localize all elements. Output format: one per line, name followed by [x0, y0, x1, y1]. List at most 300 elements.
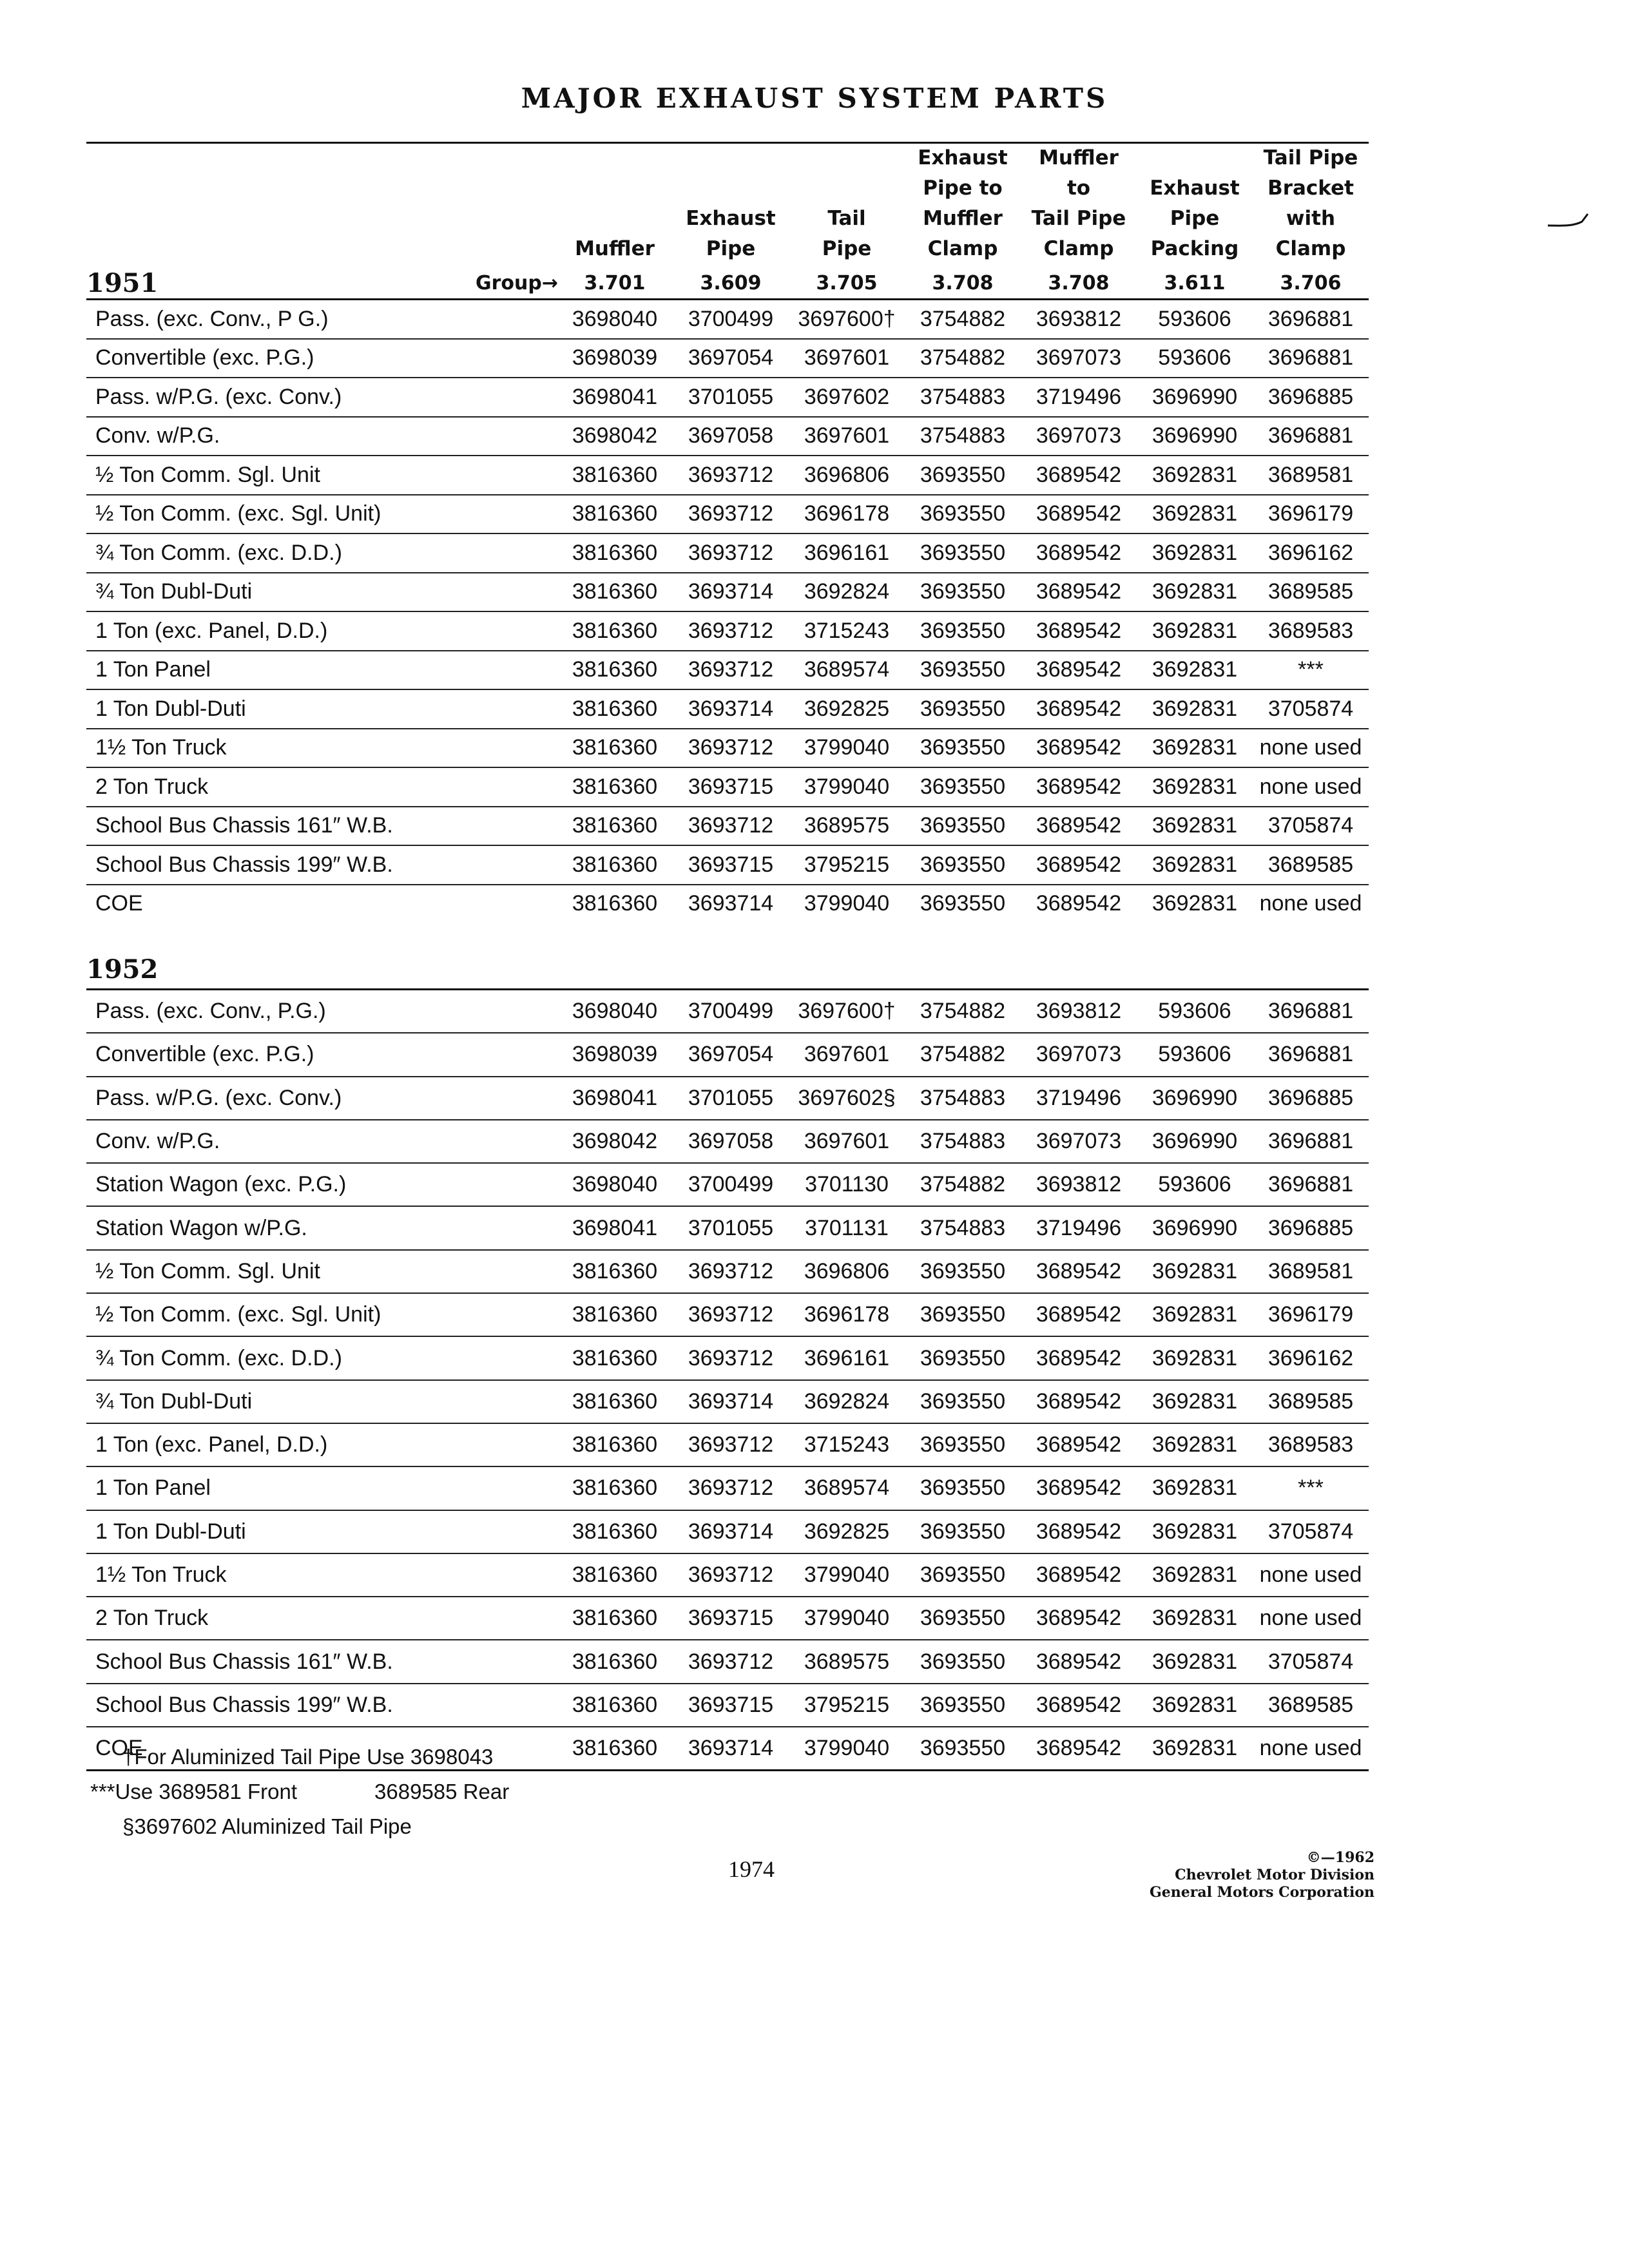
part-number: 3693712: [673, 1423, 789, 1466]
part-number: 3693550: [905, 767, 1021, 807]
part-number: 3799040: [789, 729, 905, 768]
part-number: 3705874: [1253, 1510, 1369, 1553]
part-number: none used: [1253, 1597, 1369, 1640]
part-number: 3816360: [572, 891, 658, 916]
part-number: 3689583: [1253, 1423, 1369, 1466]
table-row: [86, 807, 1369, 846]
table-row: [86, 1336, 1369, 1379]
part-number: 3698039: [557, 1033, 673, 1076]
table-row: [86, 456, 1369, 495]
table-row: [86, 378, 1369, 417]
part-number: 3693550: [905, 845, 1021, 885]
row-description: 1 Ton (exc. Panel, D.D.): [86, 1423, 557, 1466]
part-number: 3697054: [673, 1033, 789, 1076]
part-number: 3701055: [673, 378, 789, 417]
row-description: 1 Ton Dubl-Duti: [86, 689, 557, 729]
part-number: 3693712: [673, 1553, 789, 1597]
part-number: 593606: [1137, 990, 1253, 1033]
column-header-line: Pipe: [822, 237, 872, 260]
row-description: School Bus Chassis 161″ W.B.: [86, 807, 557, 846]
part-number: 3689542: [1036, 891, 1122, 916]
row-description: Pass. w/P.G. (exc. Conv.): [86, 378, 557, 417]
part-number: 3692825: [789, 1510, 905, 1553]
part-number: 3689542: [1021, 1553, 1137, 1597]
part-number: 3693712: [673, 1250, 789, 1293]
part-number: 3689585: [1253, 1380, 1369, 1423]
column-header-line: Tail Pipe: [1031, 207, 1126, 230]
part-number: 3816360: [557, 456, 673, 495]
row-description: COE: [86, 1727, 557, 1771]
part-number: 3696881: [1253, 339, 1369, 378]
part-number: 3693550: [905, 456, 1021, 495]
footnote-stars-front: ***Use 3689581 Front: [90, 1780, 298, 1803]
part-number: 3816360: [557, 729, 673, 768]
part-number: 3689542: [1021, 1640, 1137, 1683]
part-number: 3692831: [1137, 1293, 1253, 1336]
part-number: 3698040: [557, 1163, 673, 1206]
part-number: 3697601: [789, 1033, 905, 1076]
part-number: 3693550: [905, 1553, 1021, 1597]
part-number: 3705874: [1253, 1640, 1369, 1683]
copyright-year: ©—1962: [1306, 1849, 1374, 1866]
part-number: 3697073: [1021, 1033, 1137, 1076]
column-header-line: with: [1286, 207, 1336, 230]
year-row-spacer: [1137, 923, 1253, 990]
part-number: 3696179: [1253, 495, 1369, 534]
table-row: [86, 573, 1369, 612]
part-number: 3692824: [789, 573, 905, 612]
part-number: 3689542: [1021, 456, 1137, 495]
table-row: [86, 1077, 1369, 1120]
margin-mark: [1547, 211, 1592, 231]
part-number: 3692831: [1137, 689, 1253, 729]
year-row-spacer: [1021, 923, 1137, 990]
table-row: [86, 1684, 1369, 1727]
part-number: 3697602: [789, 378, 905, 417]
part-number: 3689583: [1253, 611, 1369, 651]
part-number: 3754882: [905, 990, 1021, 1033]
part-number: 3692831: [1137, 1727, 1253, 1771]
part-number: 3689542: [1021, 1380, 1137, 1423]
part-number: 3693550: [905, 689, 1021, 729]
part-number: 3697073: [1021, 1120, 1137, 1163]
part-number: 3705874: [1253, 807, 1369, 846]
part-number: 3693550: [905, 1336, 1021, 1379]
column-header: [905, 143, 1021, 268]
column-header-line: Packing: [1150, 237, 1239, 260]
row-description: 1½ Ton Truck: [86, 1553, 557, 1597]
row-description: Conv. w/P.G.: [86, 1120, 557, 1163]
part-number: 3701131: [789, 1206, 905, 1249]
table-row: [86, 1553, 1369, 1597]
part-number: 3696881: [1253, 1163, 1369, 1206]
group-number: 3.708: [905, 268, 1021, 300]
part-number: 3816360: [557, 845, 673, 885]
part-number: 3696806: [789, 1250, 905, 1293]
part-number: 3715243: [789, 611, 905, 651]
part-number: 3689542: [1021, 807, 1137, 846]
group-number: 3.611: [1137, 268, 1253, 300]
table-row: [86, 729, 1369, 768]
part-number: 3701055: [673, 1077, 789, 1120]
part-number: 3696881: [1253, 1120, 1369, 1163]
part-number: 3799040: [789, 1597, 905, 1640]
part-number: 3696885: [1253, 378, 1369, 417]
part-number: 3693712: [673, 611, 789, 651]
part-number: 3697601: [789, 339, 905, 378]
part-number: 3816360: [557, 1510, 673, 1553]
table-row: [86, 300, 1369, 339]
part-number: 3693714: [673, 689, 789, 729]
part-number: 3693812: [1021, 990, 1137, 1033]
group-number: 3.701: [557, 268, 673, 300]
part-number: 3693712: [673, 495, 789, 534]
row-description: 1½ Ton Truck: [86, 729, 557, 768]
part-number: 3698040: [557, 300, 673, 339]
part-number: 3693550: [905, 1423, 1021, 1466]
part-number: 3692831: [1137, 1597, 1253, 1640]
part-number: 3697601: [789, 417, 905, 456]
footnote-stars: [90, 1774, 509, 1809]
row-description: 1 Ton Panel: [86, 651, 557, 690]
part-number: 3693712: [673, 1336, 789, 1379]
year-row: [86, 923, 1369, 990]
column-header-line: Pipe: [706, 237, 756, 260]
part-number: 3816360: [557, 1336, 673, 1379]
part-number: 3692831: [1137, 1380, 1253, 1423]
table-row: [86, 495, 1369, 534]
part-number: 3816360: [557, 1727, 673, 1771]
table-row: [86, 417, 1369, 456]
part-number: 593606: [1137, 1163, 1253, 1206]
column-header-line: Muffler: [575, 237, 655, 260]
column-header-line: Muffler: [923, 207, 1003, 230]
part-number: 3697602§: [789, 1077, 905, 1120]
row-description: 1 Ton Dubl-Duti: [86, 1510, 557, 1553]
part-number: none used: [1253, 729, 1369, 768]
part-number: 3754883: [905, 1077, 1021, 1120]
column-header-line: Clamp: [927, 237, 998, 260]
part-number: 3692831: [1137, 533, 1253, 573]
part-number: 3689574: [789, 1466, 905, 1510]
footnotes: [90, 1740, 509, 1844]
part-number: 3692831: [1137, 1466, 1253, 1510]
part-number: 3754882: [905, 1033, 1021, 1076]
column-header-line: Exhaust: [1150, 177, 1240, 200]
part-number: 3693715: [673, 767, 789, 807]
column-header-line: Pipe: [1170, 207, 1220, 230]
part-number: 3816360: [557, 767, 673, 807]
part-number: 3816360: [557, 1380, 673, 1423]
part-number: 3692831: [1137, 1510, 1253, 1553]
part-number: 3692831: [1137, 845, 1253, 885]
part-number: 3816360: [557, 1293, 673, 1336]
group-number: 3.705: [789, 268, 905, 300]
part-number: 3692825: [789, 689, 905, 729]
year-row-spacer: [1253, 923, 1369, 990]
part-number: 3696990: [1137, 378, 1253, 417]
part-number: 3693712: [673, 729, 789, 768]
part-number: 3693712: [673, 456, 789, 495]
group-number: 3.706: [1253, 268, 1369, 300]
part-number: 593606: [1137, 300, 1253, 339]
part-number: 3689542: [1021, 495, 1137, 534]
part-number: 3689542: [1021, 611, 1137, 651]
part-number: 3689575: [789, 807, 905, 846]
part-number: 3698039: [557, 339, 673, 378]
part-number: 3693712: [673, 1466, 789, 1510]
part-number: 3700499: [673, 300, 789, 339]
column-header: [673, 143, 789, 268]
table-row: [86, 1120, 1369, 1163]
footnote-dagger: †For Aluminized Tail Pipe Use 3698043: [122, 1745, 494, 1769]
header-spacer: [476, 143, 557, 268]
year-label: 1952: [86, 923, 476, 990]
column-header-line: Pipe to: [923, 177, 1003, 200]
part-number: 3715243: [789, 1423, 905, 1466]
part-number: 3689542: [1021, 1727, 1137, 1771]
part-number: 3689585: [1253, 1684, 1369, 1727]
part-number: 3696885: [1253, 1206, 1369, 1249]
part-number: 3701130: [789, 1163, 905, 1206]
part-number: 3696178: [789, 1293, 905, 1336]
table-row: [86, 845, 1369, 885]
part-number: 3692831: [1152, 891, 1238, 916]
part-number: none used: [1259, 891, 1362, 916]
part-number: 3816360: [557, 533, 673, 573]
part-number: ***: [1253, 651, 1369, 690]
row-description: 1 Ton (exc. Panel, D.D.): [86, 611, 557, 651]
part-number: 3692831: [1137, 1640, 1253, 1683]
part-number: 3693550: [905, 495, 1021, 534]
column-header: [557, 143, 673, 268]
part-number: 3816360: [557, 1640, 673, 1683]
part-number: 3719496: [1021, 1077, 1137, 1120]
part-number: 3689542: [1021, 1250, 1137, 1293]
part-number: 3816360: [557, 1423, 673, 1466]
part-number: 3696881: [1253, 990, 1369, 1033]
part-number: 3689542: [1021, 1466, 1137, 1510]
table-row: [86, 1206, 1369, 1249]
part-number: 3698042: [557, 417, 673, 456]
copyright-block: [1150, 1849, 1374, 1901]
year-row-spacer: [673, 923, 789, 990]
part-number: 3693550: [905, 1380, 1021, 1423]
year-row-spacer: [789, 923, 905, 990]
part-number: 3697073: [1021, 339, 1137, 378]
part-number: 3799040: [789, 1553, 905, 1597]
header-spacer: [86, 143, 476, 268]
part-number: 3697601: [789, 1120, 905, 1163]
part-number: 3698040: [557, 990, 673, 1033]
row-description: Pass. (exc. Conv., P G.): [86, 300, 557, 339]
part-number: 3693812: [1021, 1163, 1137, 1206]
part-number: 3754882: [905, 339, 1021, 378]
part-number: 3689574: [789, 651, 905, 690]
part-number: 3719496: [1021, 1206, 1137, 1249]
part-number: 3689542: [1021, 1293, 1137, 1336]
part-number: 3696990: [1137, 1206, 1253, 1249]
row-description: 2 Ton Truck: [86, 767, 557, 807]
group-number: 3.609: [673, 268, 789, 300]
table-row: [86, 1163, 1369, 1206]
part-number: 3689542: [1021, 1336, 1137, 1379]
part-number: 3698041: [557, 378, 673, 417]
part-number: 3693550: [905, 1640, 1021, 1683]
part-number: 3693550: [905, 1684, 1021, 1727]
part-number: 3816360: [557, 651, 673, 690]
column-header-line: Muffler: [1039, 146, 1119, 169]
row-description: ½ Ton Comm. Sgl. Unit: [86, 456, 557, 495]
row-description: 1 Ton Panel: [86, 1466, 557, 1510]
part-number: 3816360: [557, 1553, 673, 1597]
row-description: ¾ Ton Dubl-Duti: [86, 573, 557, 612]
row-description: 2 Ton Truck: [86, 1597, 557, 1640]
column-header: [1137, 143, 1253, 268]
part-number: 3799040: [804, 891, 890, 916]
column-header-line: Clamp: [1275, 237, 1346, 260]
table-row: [86, 1466, 1369, 1510]
table-row: [86, 1510, 1369, 1553]
year-row-spacer: [557, 923, 673, 990]
table-row: [86, 1640, 1369, 1683]
part-number: 3692831: [1137, 807, 1253, 846]
table-row: [86, 1597, 1369, 1640]
table-row: [86, 1033, 1369, 1076]
copyright-corporation: General Motors Corporation: [1149, 1884, 1374, 1901]
part-number: 3693715: [673, 1597, 789, 1640]
group-label: Group→: [476, 268, 557, 300]
part-number: 593606: [1137, 339, 1253, 378]
row-description: ½ Ton Comm. (exc. Sgl. Unit): [86, 1293, 557, 1336]
row-description: Convertible (exc. P.G.): [86, 1033, 557, 1076]
part-number: 3697054: [673, 339, 789, 378]
part-number: 3697073: [1021, 417, 1137, 456]
part-number: 3754883: [905, 378, 1021, 417]
part-number: none used: [1253, 1553, 1369, 1597]
part-number: 3816360: [557, 1250, 673, 1293]
column-header: [1021, 143, 1137, 268]
part-number: 3693715: [673, 845, 789, 885]
part-number: 3693712: [673, 651, 789, 690]
page-title: MAJOR EXHAUST SYSTEM PARTS: [521, 82, 1108, 114]
part-number: 3816360: [557, 1684, 673, 1727]
part-number: 3693550: [920, 891, 1006, 916]
table-row: [86, 767, 1369, 807]
part-number: 3696162: [1253, 533, 1369, 573]
row-description: School Bus Chassis 161″ W.B.: [86, 1640, 557, 1683]
row-description: Pass. w/P.G. (exc. Conv.): [86, 1077, 557, 1120]
year-row-spacer: [476, 923, 557, 990]
part-number: none used: [1253, 767, 1369, 807]
part-number: 3696990: [1137, 1120, 1253, 1163]
part-number: 3693550: [905, 1597, 1021, 1640]
parts-table: [86, 143, 1369, 1771]
table-row: [86, 885, 1369, 923]
copyright-division: Chevrolet Motor Division: [1175, 1867, 1374, 1883]
row-description: ¾ Ton Comm. (exc. D.D.): [86, 533, 557, 573]
header-row: [86, 143, 1369, 268]
part-number: 3816360: [557, 573, 673, 612]
part-number: ***: [1253, 1466, 1369, 1510]
part-number: 3799040: [789, 767, 905, 807]
column-header-line: Exhaust: [686, 207, 776, 230]
part-number: 3689542: [1021, 845, 1137, 885]
table-row: [86, 689, 1369, 729]
part-number: 3692831: [1137, 1684, 1253, 1727]
part-number: 3696161: [789, 1336, 905, 1379]
part-number: 3816360: [557, 495, 673, 534]
part-number: 3692831: [1137, 1553, 1253, 1597]
part-number: 3689585: [1253, 845, 1369, 885]
row-description: Convertible (exc. P.G.): [86, 339, 557, 378]
part-number: 3689542: [1021, 533, 1137, 573]
part-number: 3689542: [1021, 1423, 1137, 1466]
part-number: 3689581: [1253, 456, 1369, 495]
row-description: Pass. (exc. Conv., P.G.): [86, 990, 557, 1033]
part-number: 3799040: [789, 1727, 905, 1771]
part-number: 3693714: [673, 573, 789, 612]
part-number: 3689575: [789, 1640, 905, 1683]
row-description: School Bus Chassis 199″ W.B.: [86, 1684, 557, 1727]
part-number: 3697058: [673, 417, 789, 456]
part-number: 3689581: [1253, 1250, 1369, 1293]
part-number: 3696178: [789, 495, 905, 534]
row-description: Station Wagon (exc. P.G.): [86, 1163, 557, 1206]
part-number: 3696885: [1253, 1077, 1369, 1120]
table-row: [86, 1250, 1369, 1293]
part-number: 3693550: [905, 1466, 1021, 1510]
part-number: 3693714: [673, 1380, 789, 1423]
column-header-line: Tail: [827, 207, 866, 230]
part-number: 3696161: [789, 533, 905, 573]
part-number: 3693550: [905, 729, 1021, 768]
part-number: 3692831: [1137, 611, 1253, 651]
column-header-line: to: [1066, 177, 1091, 200]
part-number: 3689542: [1021, 729, 1137, 768]
part-number: 3693550: [905, 611, 1021, 651]
part-number: 3719496: [1021, 378, 1137, 417]
part-number: 3754883: [905, 417, 1021, 456]
part-number: 3697600†: [789, 990, 905, 1033]
part-number: 3689585: [1253, 573, 1369, 612]
part-number: 3693714: [688, 891, 774, 916]
part-number: 3689542: [1021, 1597, 1137, 1640]
part-number: 3693550: [905, 807, 1021, 846]
part-number: none used: [1253, 1727, 1369, 1771]
column-header-line: Tail Pipe: [1263, 146, 1358, 169]
page-number: 1974: [728, 1856, 775, 1882]
footnote-section: §3697602 Aluminized Tail Pipe: [122, 1814, 412, 1838]
column-header-line: Bracket: [1268, 177, 1354, 200]
group-row: [86, 268, 1369, 300]
part-number: 3698041: [557, 1077, 673, 1120]
part-number: 3692824: [789, 1380, 905, 1423]
part-number: 3693714: [673, 1510, 789, 1553]
part-number: 3693550: [905, 573, 1021, 612]
part-number: 3693550: [905, 533, 1021, 573]
table-row: [86, 611, 1369, 651]
part-number: 3698042: [557, 1120, 673, 1163]
part-number: 3754883: [905, 1206, 1021, 1249]
table-row: [86, 651, 1369, 690]
part-number: 593606: [1137, 1033, 1253, 1076]
part-number: 3696881: [1253, 417, 1369, 456]
part-number: 3697058: [673, 1120, 789, 1163]
part-number: 3696881: [1253, 1033, 1369, 1076]
part-number: 3697600†: [789, 300, 905, 339]
part-number: 3689542: [1021, 767, 1137, 807]
